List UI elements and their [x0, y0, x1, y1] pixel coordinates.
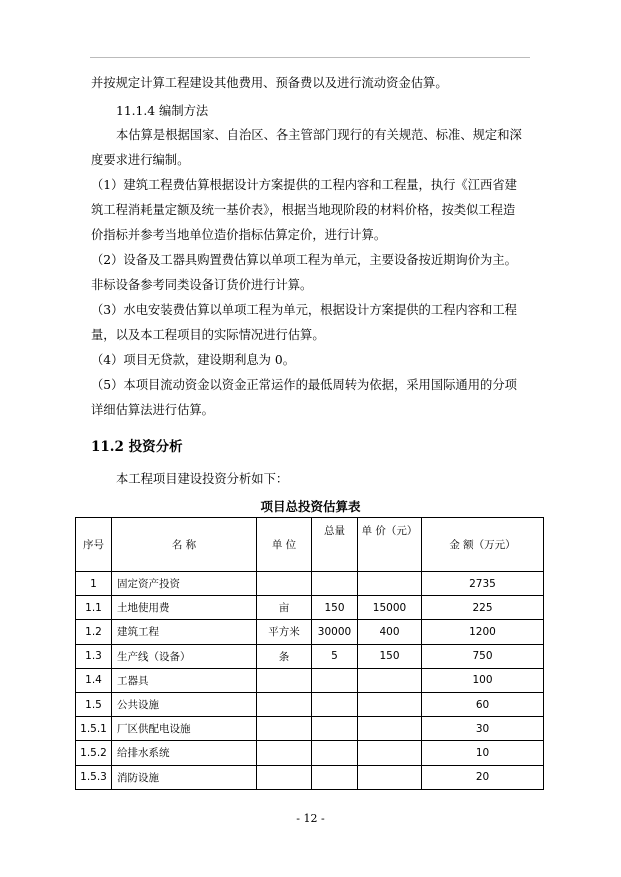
- cell-amount: 20: [422, 765, 544, 789]
- cell-unit: [257, 741, 312, 765]
- header-unit-price: 单 价（元）: [358, 518, 422, 572]
- cell-name: 消防设施: [112, 765, 257, 789]
- body-line: 筑工程消耗量定额及统一基价表》，根据当地现阶段的材料价格，按类似工程造: [91, 203, 516, 217]
- header-quantity: 总量: [312, 518, 358, 572]
- header-unit: 单 位: [257, 518, 312, 572]
- table-row: [76, 741, 544, 765]
- header-index: 序号: [76, 518, 112, 572]
- cell-unit: [257, 692, 312, 716]
- cell-unit-price: [358, 741, 422, 765]
- body-line: 详细估算法进行估算。: [91, 403, 214, 417]
- body-line: （4）项目无贷款，建设期利息为 0。: [91, 353, 296, 367]
- body-line: 价指标并参考当地单位造价指标估算定价，进行计算。: [91, 228, 387, 242]
- cell-unit: 条: [257, 644, 312, 668]
- cell-name: 公共设施: [112, 692, 257, 716]
- cell-unit-price: 150: [358, 644, 422, 668]
- cell-quantity: [312, 765, 358, 789]
- cell-name: 固定资产投资: [112, 572, 257, 596]
- cell-unit-price: [358, 572, 422, 596]
- cell-index: 1.5: [76, 692, 112, 716]
- body-line: 本估算是根据国家、自治区、各主管部门现行的有关规范、标准、规定和深: [116, 128, 522, 142]
- cell-quantity: [312, 717, 358, 741]
- cell-amount: 60: [422, 692, 544, 716]
- cell-unit-price: 15000: [358, 596, 422, 620]
- cell-index: 1.4: [76, 668, 112, 692]
- header-rule: [90, 57, 530, 58]
- cell-name: 工器具: [112, 668, 257, 692]
- cell-name: 土地使用费: [112, 596, 257, 620]
- cell-amount: 2735: [422, 572, 544, 596]
- table-row: [76, 668, 544, 692]
- cell-name: 建筑工程: [112, 620, 257, 644]
- cell-quantity: 30000: [312, 620, 358, 644]
- cell-amount: 225: [422, 596, 544, 620]
- table-row: [76, 572, 544, 596]
- cell-index: 1.5.2: [76, 741, 112, 765]
- table-caption: 项目总投资估算表: [260, 499, 361, 514]
- subsection-heading: 11.1.4 编制方法: [116, 104, 209, 118]
- cell-unit-price: [358, 765, 422, 789]
- body-line: 量，以及本工程项目的实际情况进行估算。: [91, 328, 325, 342]
- cell-name: 给排水系统: [112, 741, 257, 765]
- cell-index: 1: [76, 572, 112, 596]
- header-amount: 金 额（万元）: [422, 518, 544, 572]
- cell-index: 1.5.1: [76, 717, 112, 741]
- cell-quantity: [312, 572, 358, 596]
- cell-quantity: 150: [312, 596, 358, 620]
- body-line: （3）水电安装费估算以单项工程为单元，根据设计方案提供的工程内容和工程: [91, 303, 517, 317]
- cell-unit: [257, 717, 312, 741]
- cell-unit: 平方米: [257, 620, 312, 644]
- cell-index: 1.2: [76, 620, 112, 644]
- cell-quantity: 5: [312, 644, 358, 668]
- body-line: 非标设备参考同类设备订货价进行计算。: [91, 278, 313, 292]
- cell-amount: 30: [422, 717, 544, 741]
- cell-index: 1.1: [76, 596, 112, 620]
- cell-unit-price: [358, 717, 422, 741]
- table-header-row: [76, 518, 544, 572]
- body-line: （1）建筑工程费估算根据设计方案提供的工程内容和工程量，执行《江西省建: [91, 178, 517, 192]
- header-name: 名 称: [112, 518, 257, 572]
- table-row: [76, 692, 544, 716]
- table-row: [76, 620, 544, 644]
- body-line: （2）设备及工器具购置费估算以单项工程为单元，主要设备按近期询价为主。: [91, 253, 517, 267]
- cell-unit-price: [358, 668, 422, 692]
- table-row: [76, 717, 544, 741]
- cell-quantity: [312, 692, 358, 716]
- table-row: [76, 644, 544, 668]
- cell-unit-price: 400: [358, 620, 422, 644]
- cell-amount: 10: [422, 741, 544, 765]
- cell-name: 厂区供配电设施: [112, 717, 257, 741]
- cell-unit: [257, 765, 312, 789]
- body-line: 度要求进行编制。: [91, 153, 190, 167]
- table-row: [76, 596, 544, 620]
- cell-quantity: [312, 668, 358, 692]
- cell-unit: 亩: [257, 596, 312, 620]
- cell-index: 1.5.3: [76, 765, 112, 789]
- cell-index: 1.3: [76, 644, 112, 668]
- cell-amount: 1200: [422, 620, 544, 644]
- cell-unit-price: [358, 692, 422, 716]
- table-intro: 本工程项目建设投资分析如下：: [116, 472, 289, 486]
- table-row: [76, 765, 544, 789]
- section-heading: 11.2 投资分析: [91, 439, 183, 455]
- body-line: （5）本项目流动资金以资金正常运作的最低周转为依据，采用国际通用的分项: [91, 378, 517, 392]
- cell-unit: [257, 668, 312, 692]
- body-line: 并按规定计算工程建设其他费用、预备费以及进行流动资金估算。: [91, 76, 448, 90]
- cell-amount: 100: [422, 668, 544, 692]
- investment-table: [75, 517, 544, 790]
- cell-name: 生产线（设备）: [112, 644, 257, 668]
- cell-amount: 750: [422, 644, 544, 668]
- cell-unit: [257, 572, 312, 596]
- page-number: - 12 -: [296, 812, 325, 825]
- cell-quantity: [312, 741, 358, 765]
